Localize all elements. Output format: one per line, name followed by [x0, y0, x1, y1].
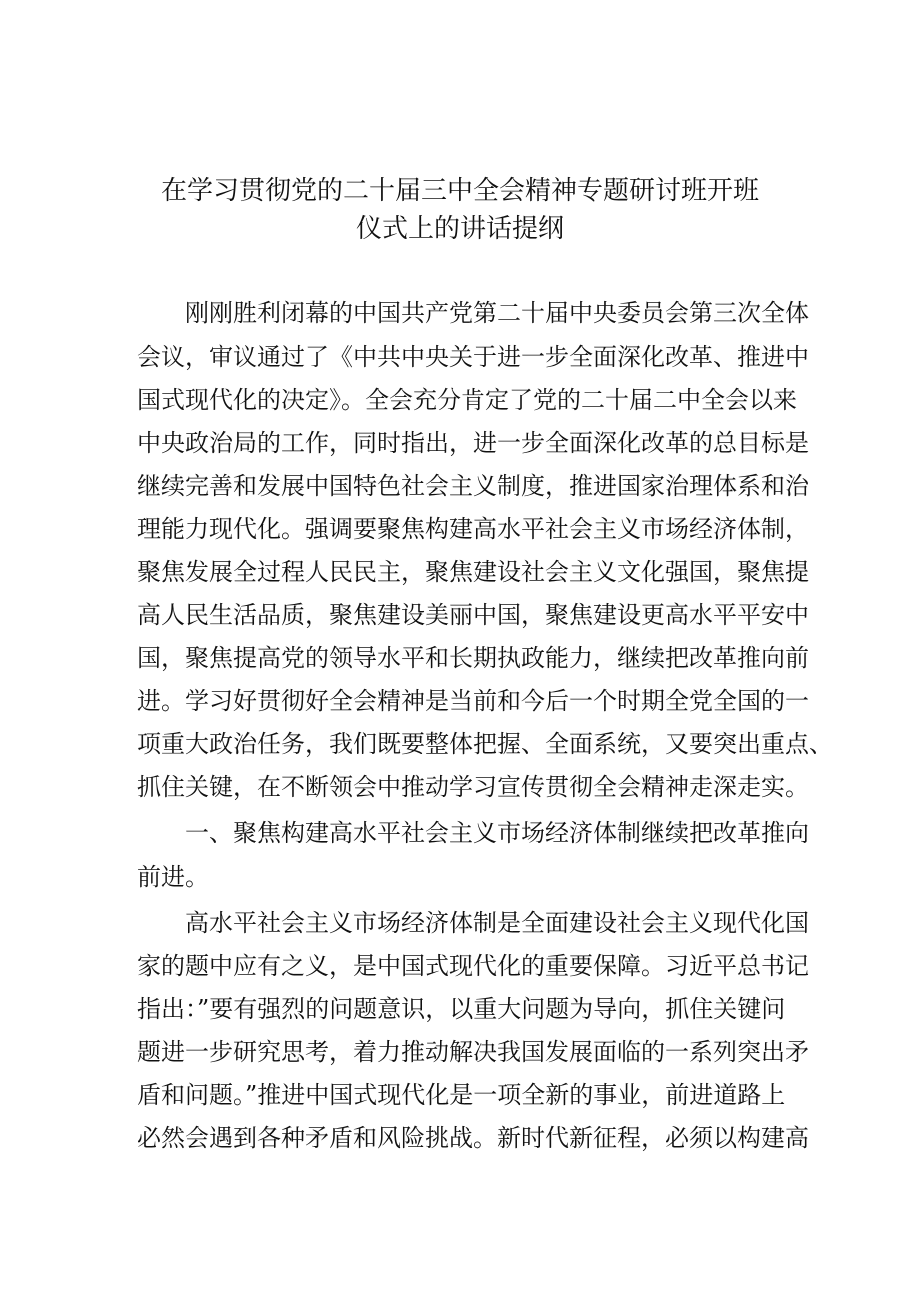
paragraph-line: 理能力现代化。强调要聚焦构建高水平社会主义市场经济体制，: [137, 515, 809, 543]
paragraph-line: 盾和问题。”推进中国式现代化是一项全新的事业，前进道路上: [137, 1081, 786, 1109]
paragraph-line: 项重大政治任务，我们既要整体把握、全面系统，又要突出重点、: [137, 730, 833, 758]
paragraph-line: 会议，审议通过了《中共中央关于进一步全面深化改革、推进中: [137, 343, 809, 371]
paragraph-line: 刚刚胜利闭幕的中国共产党第二十届中央委员会第三次全体: [185, 299, 809, 327]
document-title-line-1: 在学习贯彻党的二十届三中全会精神专题研讨班开班: [160, 176, 759, 206]
paragraph-line: 高人民生活品质，聚焦建设美丽中国，聚焦建设更高水平平安中: [137, 601, 809, 629]
paragraph-line: 家的题中应有之义，是中国式现代化的重要保障。习近平总书记: [137, 952, 809, 980]
paragraph-line: 聚焦发展全过程人民民主，聚焦建设社会主义文化强国，聚焦提: [137, 558, 809, 586]
paragraph-line: 指出：”要有强烈的问题意识，以重大问题为导向，抓住关键问: [137, 995, 786, 1023]
paragraph-line: 继续完善和发展中国特色社会主义制度，推进国家治理体系和治: [137, 472, 809, 500]
section-heading-line: 前进。: [137, 863, 209, 891]
paragraph-line: 高水平社会主义市场经济体制是全面建设社会主义现代化国: [185, 909, 809, 937]
paragraph-line: 必然会遇到各种矛盾和风险挑战。新时代新征程，必须以构建高: [137, 1124, 809, 1152]
paragraph-line: 国式现代化的决定》。全会充分肯定了党的二十届二中全会以来: [137, 386, 797, 414]
paragraph-line: 进。学习好贯彻好全会精神是当前和今后一个时期全党全国的一: [137, 687, 809, 715]
paragraph-line: 题进一步研究思考，着力推动解决我国发展面临的一系列突出矛: [137, 1038, 809, 1066]
document-title-line-2: 仪式上的讲话提纲: [355, 214, 564, 244]
paragraph-line: 中央政治局的工作，同时指出，进一步全面深化改革的总目标是: [137, 429, 809, 457]
section-heading-line: 一、聚焦构建高水平社会主义市场经济体制继续把改革推向: [185, 819, 809, 847]
paragraph-line: 抓住关键，在不断领会中推动学习宣传贯彻全会精神走深走实。: [137, 773, 809, 801]
paragraph-line: 国，聚焦提高党的领导水平和长期执政能力，继续把改革推向前: [137, 644, 809, 672]
